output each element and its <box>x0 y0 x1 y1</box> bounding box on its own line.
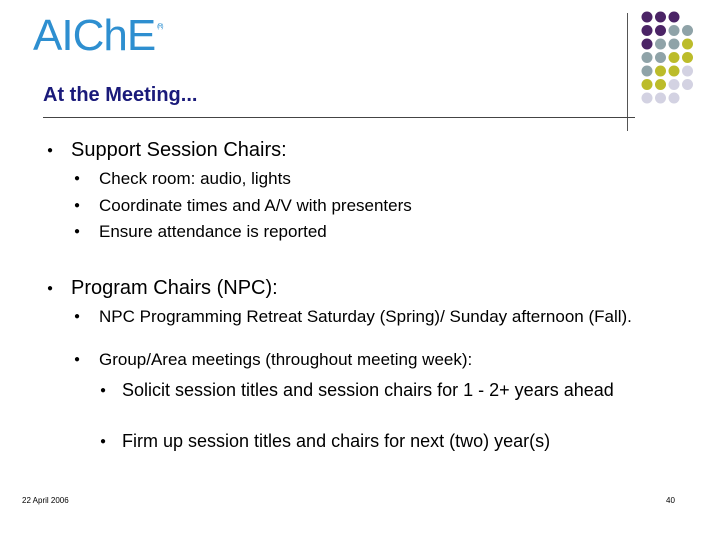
decorative-dot-grid <box>0 0 720 140</box>
decorative-dot <box>642 93 653 104</box>
bullet-icon: ● <box>74 354 81 365</box>
decorative-dot <box>682 52 693 63</box>
list-item: NPC Programming Retreat Saturday (Spring)/ Sunday afternoon (Fall). <box>99 307 632 326</box>
list-item: Group/Area meetings (throughout meeting week): <box>99 350 473 369</box>
decorative-dot <box>682 79 693 90</box>
footer-date: 22 April 2006 <box>22 496 69 505</box>
decorative-dot <box>642 12 653 23</box>
title-underline <box>43 117 635 118</box>
decorative-dot <box>655 66 666 77</box>
decorative-dot <box>642 52 653 63</box>
bullet-icon: ● <box>47 145 54 156</box>
decorative-dot <box>642 79 653 90</box>
bullet-icon: ● <box>74 226 81 237</box>
sub-list-item: Solicit session titles and session chairs for 1 - 2+ years ahead <box>122 380 614 400</box>
decorative-dot <box>669 66 680 77</box>
decorative-dot <box>655 52 666 63</box>
section-heading-support: Support Session Chairs: <box>71 139 287 161</box>
bullet-icon: ● <box>47 283 54 294</box>
decorative-dot <box>655 39 666 50</box>
decorative-dot <box>655 25 666 36</box>
decorative-dot <box>669 12 680 23</box>
decorative-dot <box>682 66 693 77</box>
bullet-icon: ● <box>74 173 81 184</box>
decorative-dot <box>655 12 666 23</box>
slide-title: At the Meeting... <box>43 84 198 106</box>
decorative-dot <box>669 39 680 50</box>
decorative-dot <box>642 39 653 50</box>
vertical-divider <box>627 13 628 131</box>
decorative-dot <box>669 79 680 90</box>
decorative-dot <box>642 25 653 36</box>
decorative-dot <box>642 66 653 77</box>
decorative-dot <box>669 25 680 36</box>
decorative-dot <box>669 52 680 63</box>
sub-list-item: Firm up session titles and chairs for next (two) year(s) <box>122 431 551 451</box>
decorative-dot <box>682 39 693 50</box>
decorative-dot <box>655 79 666 90</box>
aiche-logo: AIChE $^{(R)}$ <box>33 11 163 60</box>
registered-mark: (R) <box>157 24 163 30</box>
bullet-icon: ● <box>100 385 107 396</box>
decorative-dot <box>669 93 680 104</box>
list-item: Coordinate times and A/V with presenters <box>99 196 412 215</box>
section-heading-program: Program Chairs (NPC): <box>71 277 278 299</box>
page-number: 40 <box>666 496 675 505</box>
bullet-icon: ● <box>100 436 107 447</box>
list-item: Ensure attendance is reported <box>99 222 327 241</box>
bullet-icon: ● <box>74 311 81 322</box>
decorative-dot <box>655 93 666 104</box>
decorative-dot <box>682 25 693 36</box>
bullet-icon: ● <box>74 200 81 211</box>
list-item: Check room: audio, lights <box>99 169 291 188</box>
